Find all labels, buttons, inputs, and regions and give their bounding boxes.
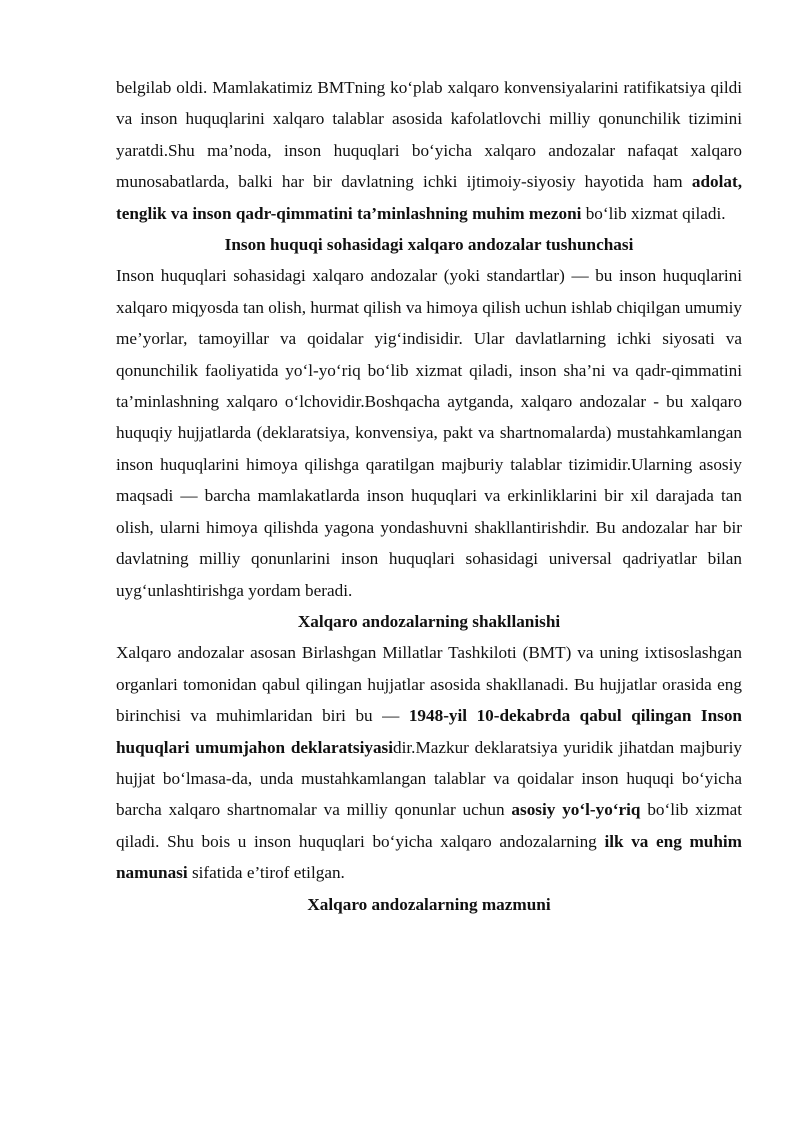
- bold-phrase: asosiy yo‘l-yo‘riq: [511, 800, 641, 820]
- paragraph-intro-continued: [116, 72, 742, 229]
- bold-phrase: adolat, tenglik va inson qadr-qimmatini ta’minlashning muhim mezoni: [116, 172, 742, 223]
- paragraph-concept: Inson huquqlari sohasidagi xalqaro andozalar (yoki standartlar) — bu inson huquqlarini xalqaro miqyosda tan olish, hurmat qilish va himoya qilish uchun ishlab chiqilgan umumiy me’yorlar, tamoyillar va qoidalar yig‘indisidir. Ular davlatlarning ichki siyosati va qonunchilik faoliyatida yo‘l-yo‘riq bo‘lib xizmat qiladi, inson sha’ni va qadr-qimmatini ta’minlashning xalqaro o‘lchovidir.Boshqacha aytganda, xalqaro andozalar - bu xalqaro huquqiy hujjatlarda (deklaratsiya, konvensiya, pakt va shartnomalarda) mustahkamlangan inson huquqlarini himoya qilishga qaratilgan majburiy talablar tizimidir.Ularning asosiy maqsadi — barcha mamlakatlarda inson huquqlari va erkinliklarini bir xil darajada tan olish, ularni himoya qilishda yagona yondashuvni shakllantirishdir. Bu andozalar har bir davlatning milliy qonunlarini inson huquqlari sohasidagi universal qadriyatlar bilan uyg‘unlashtirishga yordam beradi.: [116, 266, 742, 600]
- section-heading-formation: Xalqaro andozalarning shakllanishi: [297, 611, 561, 631]
- paragraph-text: sifatida e’tirof etilgan.: [187, 863, 345, 883]
- document-page: [116, 72, 742, 920]
- paragraph-text: dir.Mazkur deklaratsiya yuridik jihatdan majburiy hujjat bo‘lmasa-da, unda mustahkamlangan talablar va qoidalar inson huquqi bo‘yicha barcha xalqaro shartnomalar va milliy qonunlar uchun: [116, 737, 742, 820]
- paragraph-text: belgilab oldi. Mamlakatimiz BMTning ko‘plab xalqaro konvensiyalarini ratifikatsiya qildi va inson huquqlarini xalqaro talablar asosida kafolatlovchi milliy qonunchilik tizimini yaratdi.Shu ma’noda, inson huquqlari bo‘yicha xalqaro andozalar nafaqat xalqaro munosabatlarda, balki har bir davlatning ichki ijtimoiy-siyosiy hayotida ham: [116, 78, 742, 192]
- paragraph-text: bo‘lib xizmat qiladi.: [581, 203, 726, 223]
- bold-phrase: 1948-yil 10-dekabrda qabul qilingan Inson huquqlari umumjahon deklaratsiyasi: [116, 706, 742, 757]
- section-heading-content: Xalqaro andozalarning mazmuni: [307, 894, 551, 914]
- paragraph-text: Xalqaro andozalar asosan Birlashgan Millatlar Tashkiloti (BMT) va uning ixtisoslashgan organlari tomonidan qabul qilingan hujjatlar asosida shakllanadi. Bu hujjatlar orasida eng birinchisi va muhimlaridan biri bu —: [116, 643, 742, 726]
- bold-phrase: ilk va eng muhim namunasi: [116, 831, 742, 883]
- paragraph-formation: [116, 637, 742, 888]
- section-heading-concept: Inson huquqi sohasidagi xalqaro andozalar tushunchasi: [224, 235, 634, 255]
- paragraph-text: bo‘lib xizmat qiladi. Shu bois u inson huquqlari bo‘yicha xalqaro andozalarning: [116, 800, 743, 851]
